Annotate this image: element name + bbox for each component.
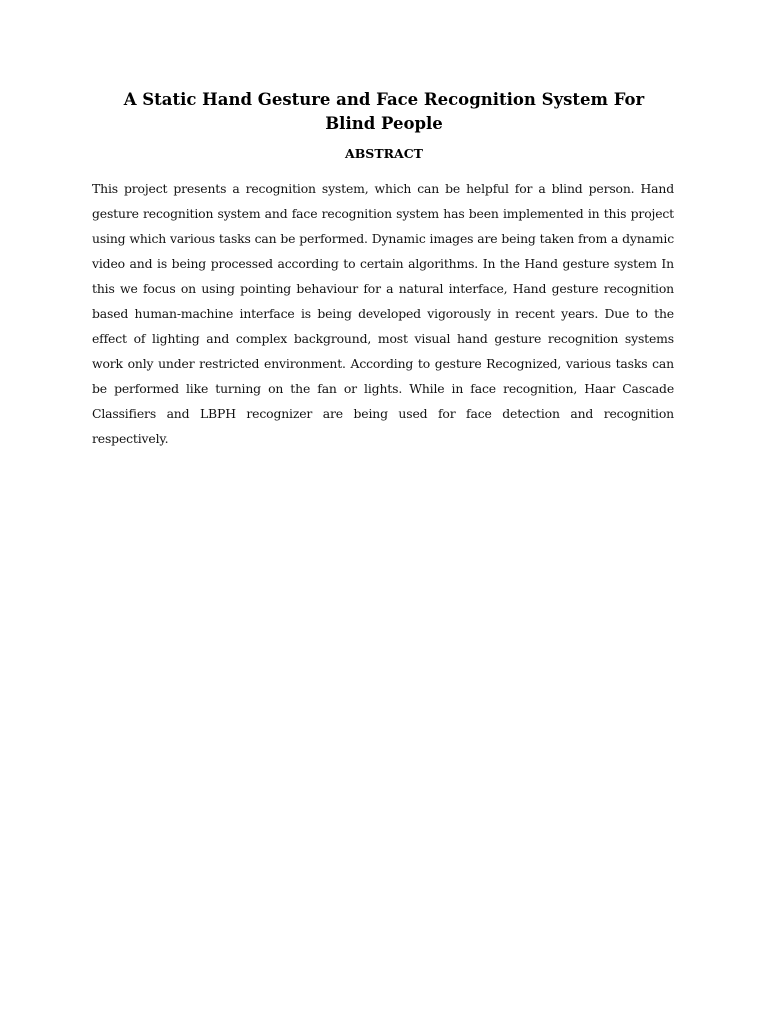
- document-title: A Static Hand Gesture and Face Recognition System For Blind People: [123, 90, 645, 133]
- abstract-heading: ABSTRACT: [345, 146, 423, 161]
- abstract-paragraph: This project presents a recognition system, which can be helpful for a blind person. Hand gesture recognition system and face recognition system has been implemented in this project using which various tasks can be performed. Dynamic images are being taken from a dynamic video and is being processed according to certain algorithms. In the Hand gesture system In this we focus on using pointing behaviour for a natural interface, Hand gesture recognition based human-machine interface is being developed vigorously in recent years. Due to the effect of lighting and complex background, most visual hand gesture recognition systems work only under restricted environment. According to gesture Recognized, various tasks can be performed like turning on the fan or lights. While in face recognition, Haar Cascade Classifiers and LBPH recognizer are being used for face detection and recognition respectively.: [92, 181, 674, 446]
